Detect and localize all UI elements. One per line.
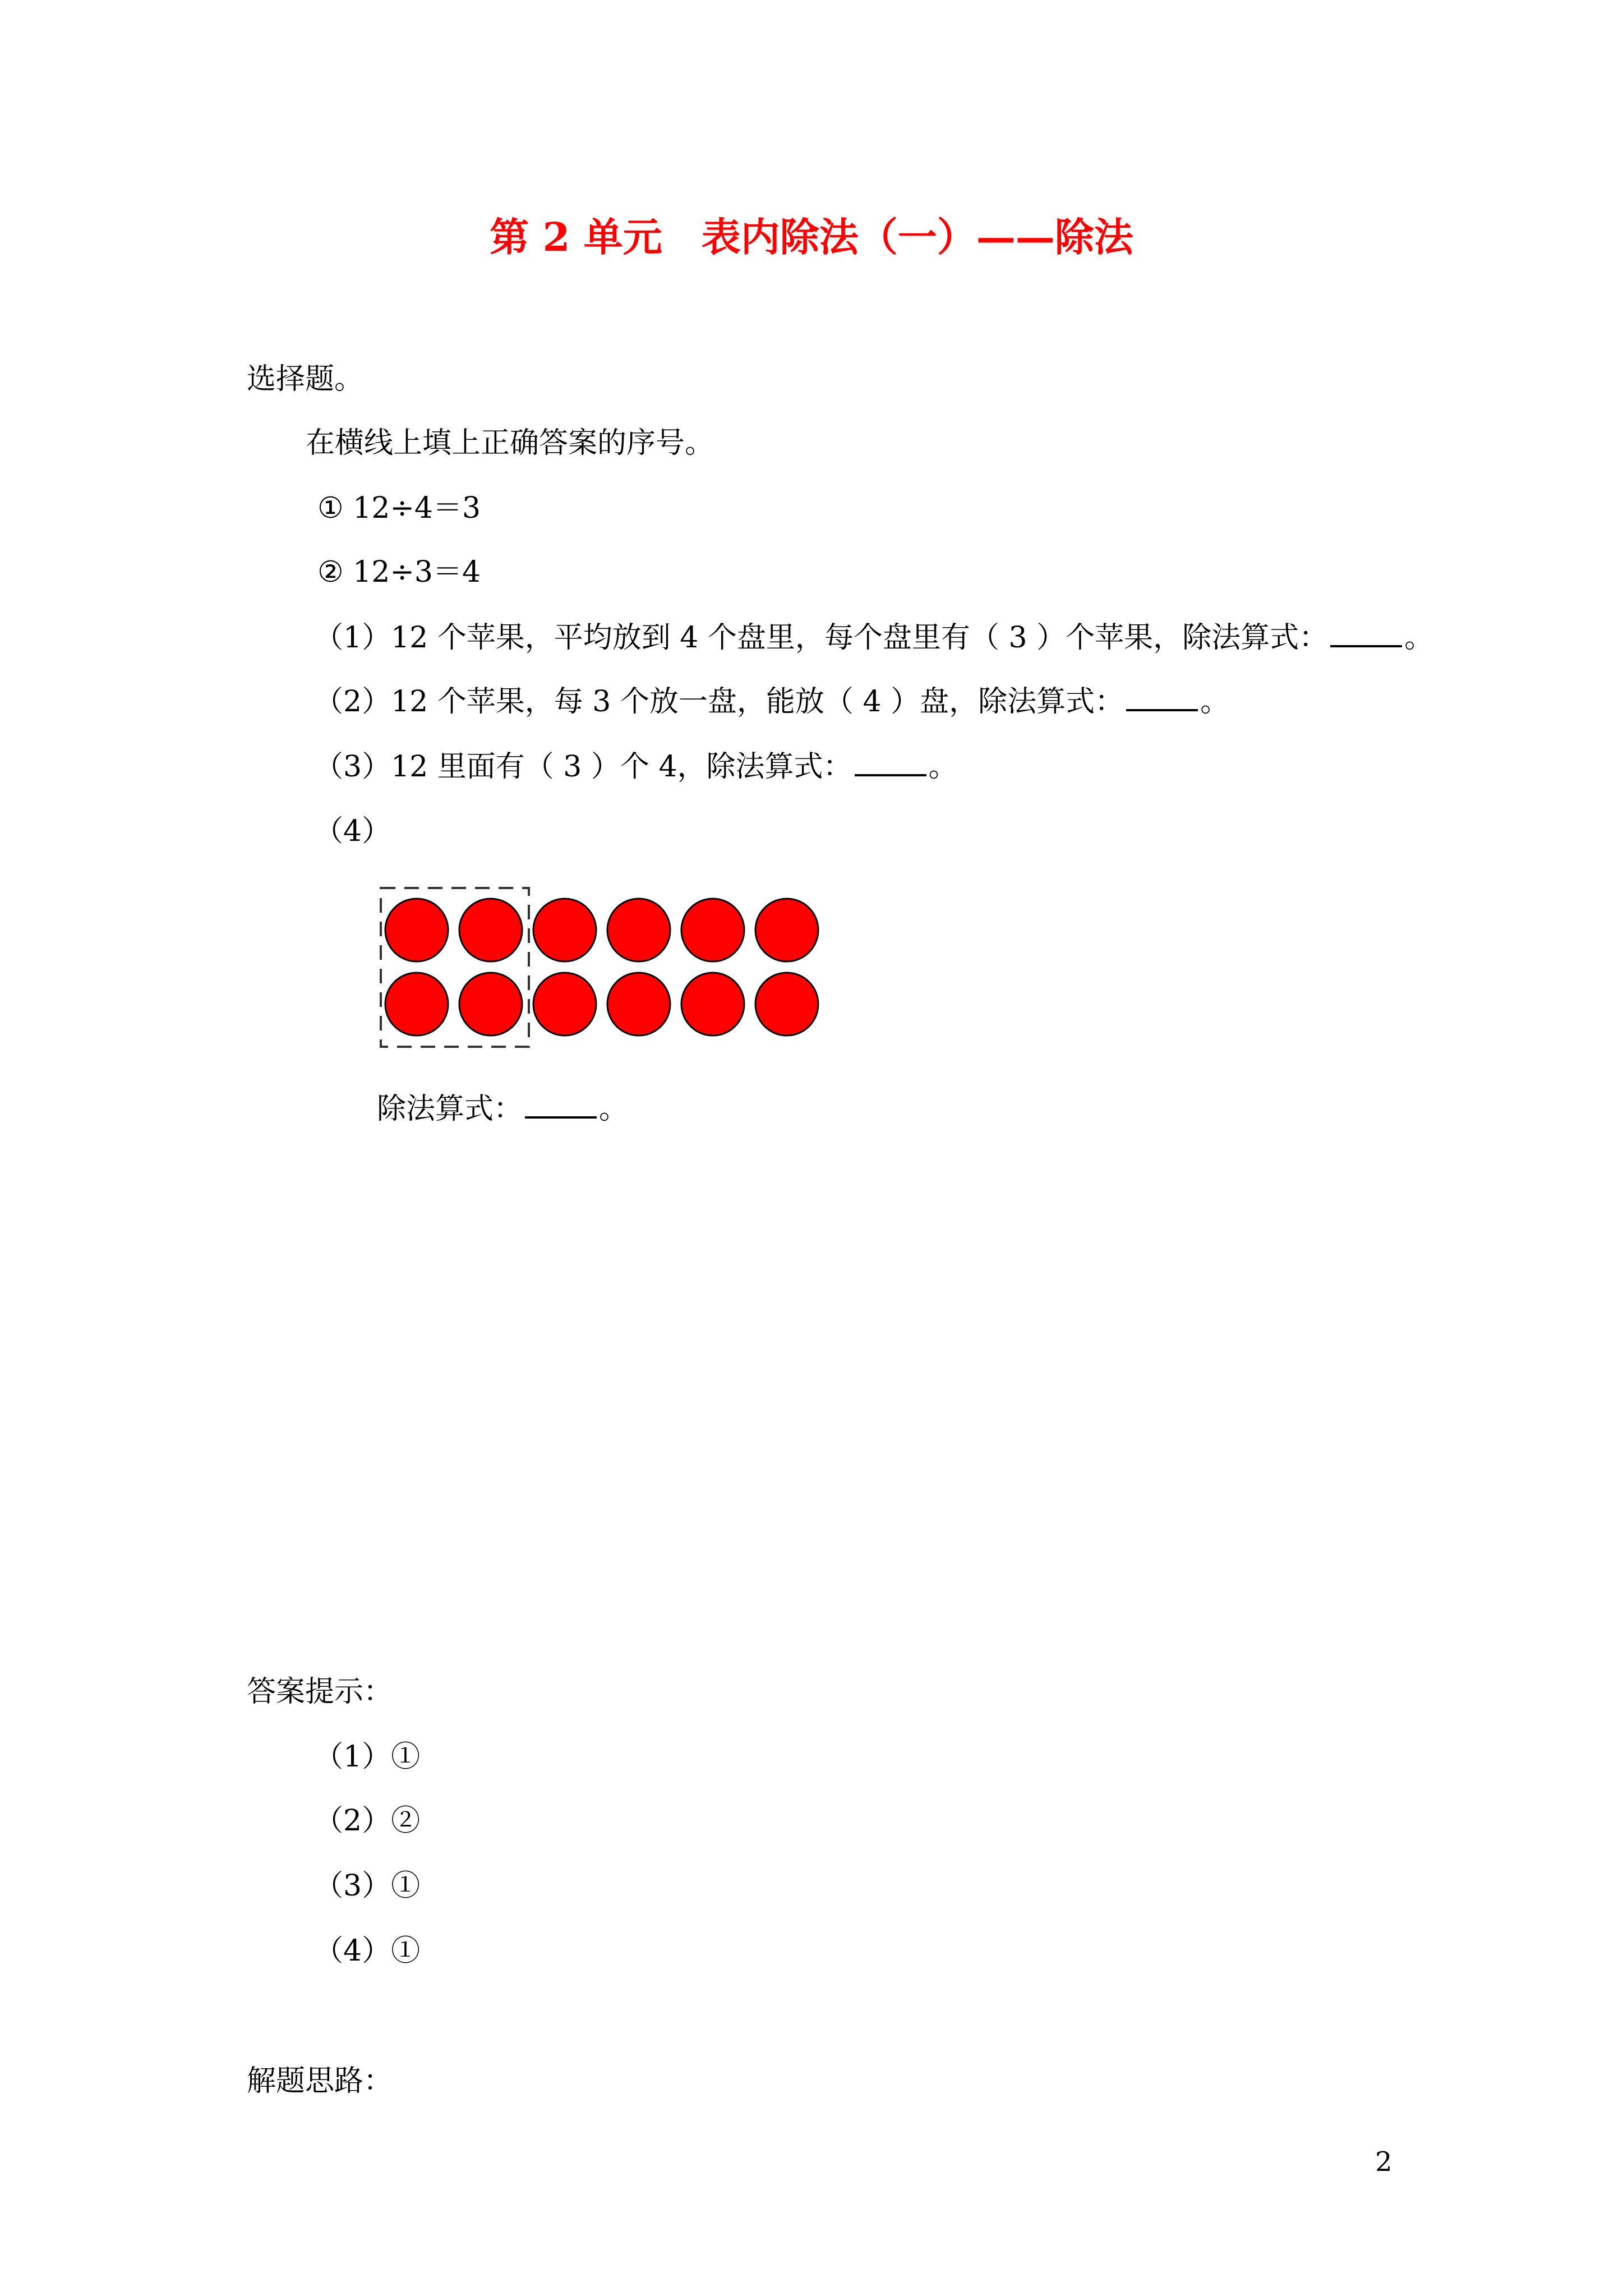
question-2-end: 。 [1200, 685, 1230, 719]
page-number: 2 [1375, 2146, 1393, 2178]
red-dot [459, 899, 522, 961]
red-dot [755, 899, 818, 961]
red-dot [533, 899, 596, 961]
red-dot [607, 973, 670, 1036]
answer-label: 答案提示： [247, 1675, 393, 1709]
red-dot [533, 973, 596, 1036]
question-3-text: （3）12 里面有（ 3 ）个 4，除法算式： [314, 750, 852, 784]
option-2: ② 12÷3＝4 [317, 555, 481, 589]
question-3 [314, 750, 958, 784]
figure-question [377, 1094, 628, 1124]
red-dot [607, 899, 670, 961]
question-1-text: （1）12 个苹果，平均放到 4 个盘里，每个盘里有（ 3 ）个苹果，除法算式： [314, 621, 1329, 655]
answer-3: （3）① [314, 1869, 421, 1903]
question-1 [314, 621, 1434, 655]
red-dot [681, 973, 744, 1036]
figure-question-text: 除法算式： [377, 1092, 523, 1126]
red-dot [385, 899, 448, 961]
question-2 [314, 685, 1230, 719]
page-title: 第 2 单元 表内除法（一）——除法 [490, 214, 1133, 260]
question-1-end: 。 [1404, 621, 1434, 655]
option-1: ① 12÷4＝3 [317, 491, 481, 525]
question-2-text: （2）12 个苹果，每 3 个放一盘，能放（ 4 ）盘，除法算式： [314, 685, 1124, 719]
red-dot [385, 973, 448, 1036]
section-label: 选择题。 [247, 362, 364, 396]
answer-blank-4[interactable] [525, 1094, 597, 1119]
question-3-end: 。 [928, 750, 958, 784]
dot-array-svg [379, 886, 828, 1055]
solution-label: 解题思路： [247, 2064, 393, 2098]
instruction: 在横线上填上正确答案的序号。 [306, 426, 714, 460]
red-dot [459, 973, 522, 1036]
figure-question-end: 。 [599, 1092, 629, 1126]
answer-2: （2）② [314, 1804, 421, 1838]
answer-blank-1[interactable] [1330, 623, 1402, 647]
dot-array-figure [379, 886, 828, 1055]
red-dot [681, 899, 744, 961]
answer-blank-2[interactable] [1126, 687, 1198, 711]
answer-4: （4）① [314, 1934, 421, 1968]
question-4 [314, 817, 391, 846]
question-4-text: （4） [314, 815, 391, 848]
red-dot [755, 973, 818, 1036]
answer-blank-3[interactable] [855, 752, 926, 776]
answer-1: （1）① [314, 1740, 421, 1774]
